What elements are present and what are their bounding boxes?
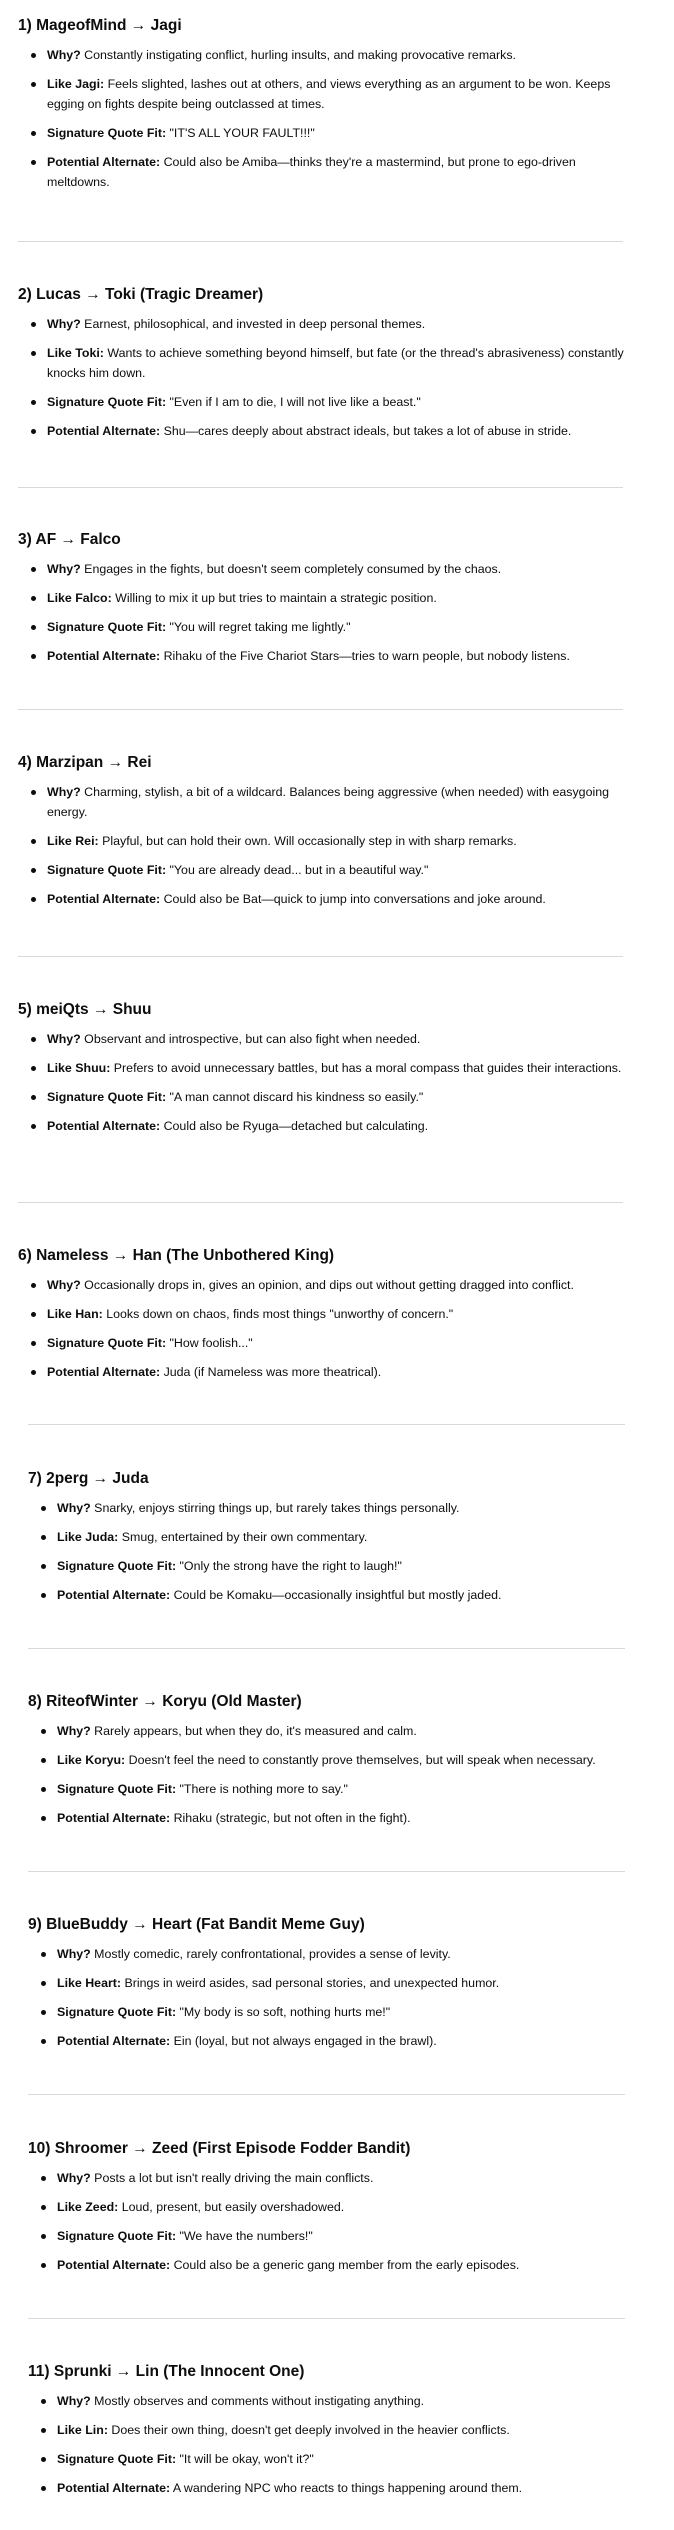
item-label: Potential Alternate: [47, 1119, 161, 1133]
section-divider [18, 709, 623, 710]
item-text: Mostly comedic, rarely confrontational, provides a sense of levity. [90, 1947, 451, 1961]
item-label: Like Lin: [57, 2423, 108, 2437]
bullet-list [18, 782, 628, 909]
item-label: Like Han: [47, 1307, 103, 1321]
item-text: "There is nothing more to say." [176, 1782, 348, 1796]
item-text: Brings in weird asides, sad personal stories, and unexpected humor. [121, 1976, 500, 1990]
item-text: Does their own thing, doesn't get deeply involved in the heavier conflicts. [107, 2423, 510, 2437]
list-item [47, 617, 628, 637]
list-item [47, 343, 628, 383]
item-label: Why? [57, 2394, 91, 2408]
item-text: Could also be a generic gang member from the early episodes. [170, 2258, 520, 2272]
item-text: Charming, stylish, a bit of a wildcard. Balances being aggressive (when needed) with easygoing energy. [47, 785, 610, 819]
item-text: "You will regret taking me lightly." [166, 620, 351, 634]
list-item [47, 559, 628, 579]
section-heading: 5) meiQts → Shuu [18, 1001, 152, 1018]
section-divider [28, 2318, 625, 2319]
list-item [57, 1779, 648, 1799]
bullet-list [28, 1498, 648, 1605]
item-label: Why? [47, 1278, 81, 1292]
section-divider [18, 1202, 623, 1203]
item-text: Constantly instigating conflict, hurling insults, and making provocative remarks. [80, 48, 516, 62]
list-item [47, 1116, 628, 1136]
bullet-list [28, 2391, 648, 2498]
item-text: Could also be Amiba—thinks they're a mastermind, but prone to ego-driven meltdowns. [47, 155, 576, 189]
section-heading: 9) BlueBuddy → Heart (Fat Bandit Meme Guy) [28, 1916, 365, 1933]
section [28, 2362, 648, 2498]
item-text: "Only the strong have the right to laugh!" [176, 1559, 402, 1573]
item-label: Like Koryu: [57, 1753, 126, 1767]
item-label: Why? [47, 1032, 81, 1046]
list-item [57, 1944, 648, 1964]
item-label: Potential Alternate: [47, 892, 161, 906]
list-item [57, 1750, 648, 1770]
item-text: Could also be Ryuga—detached but calculating. [160, 1119, 429, 1133]
section [18, 1000, 628, 1136]
item-label: Signature Quote Fit: [57, 1559, 177, 1573]
list-item [47, 152, 628, 192]
item-label: Potential Alternate: [57, 2258, 171, 2272]
item-text: Observant and introspective, but can also fight when needed. [80, 1032, 421, 1046]
list-item [57, 1498, 648, 1518]
item-label: Why? [57, 1724, 91, 1738]
item-text: Playful, but can hold their own. Will occasionally step in with sharp remarks. [98, 834, 517, 848]
list-item [57, 2420, 648, 2440]
bullet-list [28, 1944, 648, 2051]
item-text: "It will be okay, won't it?" [176, 2452, 314, 2466]
item-label: Why? [47, 317, 81, 331]
item-label: Signature Quote Fit: [47, 620, 167, 634]
item-label: Like Zeed: [57, 2200, 119, 2214]
item-text: Could also be Bat—quick to jump into conversations and joke around. [160, 892, 546, 906]
item-label: Like Juda: [57, 1530, 119, 1544]
list-item [47, 123, 628, 143]
list-item [47, 1333, 628, 1353]
bullet-list [18, 1275, 628, 1382]
list-item [57, 2255, 648, 2275]
list-item [47, 421, 628, 441]
section-heading: 8) RiteofWinter → Koryu (Old Master) [28, 1693, 302, 1710]
list-item [47, 1304, 628, 1324]
list-item [57, 1585, 648, 1605]
section [18, 285, 628, 441]
section-heading: 4) Marzipan → Rei [18, 754, 152, 771]
section-divider [18, 241, 623, 242]
item-text: Engages in the fights, but doesn't seem completely consumed by the chaos. [80, 562, 502, 576]
bullet-list [18, 45, 628, 192]
bullet-list [18, 314, 628, 441]
item-label: Potential Alternate: [57, 1588, 171, 1602]
section-heading: 3) AF → Falco [18, 531, 121, 548]
item-label: Why? [57, 1501, 91, 1515]
section-heading: 10) Shroomer → Zeed (First Episode Fodder Bandit) [28, 2140, 411, 2157]
item-text: Occasionally drops in, gives an opinion, and dips out without getting dragged into conflict. [80, 1278, 574, 1292]
item-label: Like Toki: [47, 346, 104, 360]
item-text: "My body is so soft, nothing hurts me!" [176, 2005, 391, 2019]
section [28, 2139, 648, 2275]
item-label: Like Shuu: [47, 1061, 111, 1075]
item-text: Feels slighted, lashes out at others, and views everything as an argument to be won. Keeps egging on fights despite being outclassed at times. [47, 77, 611, 111]
list-item [57, 2478, 648, 2498]
list-item [47, 45, 628, 65]
bullet-list [18, 1029, 628, 1136]
item-text: "We have the numbers!" [176, 2229, 313, 2243]
list-item [47, 889, 628, 909]
item-label: Why? [47, 562, 81, 576]
list-item [57, 2449, 648, 2469]
list-item [47, 588, 628, 608]
item-label: Signature Quote Fit: [47, 1336, 167, 1350]
item-label: Signature Quote Fit: [57, 2005, 177, 2019]
item-text: "How foolish..." [166, 1336, 253, 1350]
item-text: Juda (if Nameless was more theatrical). [160, 1365, 382, 1379]
section-divider [28, 1871, 625, 1872]
item-text: Doesn't feel the need to constantly prove themselves, but will speak when necessary. [125, 1753, 596, 1767]
item-label: Why? [47, 48, 81, 62]
list-item [47, 1087, 628, 1107]
section-heading: 2) Lucas → Toki (Tragic Dreamer) [18, 286, 264, 303]
section [18, 530, 628, 666]
item-label: Signature Quote Fit: [57, 1782, 177, 1796]
item-label: Potential Alternate: [47, 649, 161, 663]
section [28, 1915, 648, 2051]
section [28, 1692, 648, 1828]
section-heading: 1) MageofMind → Jagi [18, 17, 182, 34]
list-item [47, 860, 628, 880]
section [18, 16, 628, 192]
list-item [47, 392, 628, 412]
section-divider [28, 1424, 625, 1425]
item-label: Signature Quote Fit: [47, 126, 167, 140]
list-item [57, 2168, 648, 2188]
bullet-list [18, 559, 628, 666]
list-item [47, 646, 628, 666]
item-text: Earnest, philosophical, and invested in deep personal themes. [80, 317, 426, 331]
item-label: Potential Alternate: [57, 1811, 171, 1825]
section [18, 1246, 628, 1382]
section [28, 1469, 648, 1605]
item-label: Potential Alternate: [47, 1365, 161, 1379]
list-item [47, 831, 628, 851]
item-label: Why? [47, 785, 81, 799]
list-item [57, 2391, 648, 2411]
list-item [57, 1556, 648, 1576]
list-item [47, 1058, 628, 1078]
item-label: Signature Quote Fit: [47, 863, 167, 877]
item-label: Signature Quote Fit: [57, 2229, 177, 2243]
bullet-list [28, 1721, 648, 1828]
section-divider [28, 2094, 625, 2095]
list-item [57, 2226, 648, 2246]
item-label: Like Rei: [47, 834, 99, 848]
item-text: A wandering NPC who reacts to things happening around them. [170, 2481, 523, 2495]
section-divider [18, 487, 623, 488]
item-text: Loud, present, but easily overshadowed. [118, 2200, 345, 2214]
item-label: Signature Quote Fit: [47, 395, 167, 409]
item-label: Like Falco: [47, 591, 112, 605]
list-item [57, 1527, 648, 1547]
item-label: Potential Alternate: [57, 2034, 171, 2048]
item-text: Shu—cares deeply about abstract ideals, but takes a lot of abuse in stride. [160, 424, 572, 438]
item-label: Signature Quote Fit: [57, 2452, 177, 2466]
item-text: Rarely appears, but when they do, it's measured and calm. [90, 1724, 417, 1738]
item-text: "A man cannot discard his kindness so easily." [166, 1090, 424, 1104]
item-label: Potential Alternate: [47, 424, 161, 438]
item-text: Prefers to avoid unnecessary battles, but has a moral compass that guides their interactions. [110, 1061, 622, 1075]
list-item [57, 2197, 648, 2217]
item-text: Posts a lot but isn't really driving the main conflicts. [90, 2171, 374, 2185]
section-heading: 11) Sprunki → Lin (The Innocent One) [28, 2363, 305, 2380]
item-text: Looks down on chaos, finds most things "unworthy of concern." [102, 1307, 454, 1321]
item-label: Potential Alternate: [47, 155, 161, 169]
bullet-list [28, 2168, 648, 2275]
list-item [57, 1808, 648, 1828]
item-text: Smug, entertained by their own commentary. [118, 1530, 368, 1544]
item-text: Willing to mix it up but tries to maintain a strategic position. [111, 591, 437, 605]
item-text: Rihaku of the Five Chariot Stars—tries to warn people, but nobody listens. [160, 649, 570, 663]
section [18, 753, 628, 909]
item-text: Snarky, enjoys stirring things up, but rarely takes things personally. [90, 1501, 460, 1515]
item-text: "IT'S ALL YOUR FAULT!!!" [166, 126, 315, 140]
item-text: "You are already dead... but in a beautiful way." [166, 863, 429, 877]
section-divider [18, 956, 623, 957]
list-item [47, 74, 628, 114]
item-label: Why? [57, 1947, 91, 1961]
item-label: Like Heart: [57, 1976, 122, 1990]
section-heading: 7) 2perg → Juda [28, 1470, 149, 1487]
list-item [57, 2002, 648, 2022]
list-item [57, 1973, 648, 1993]
list-item [47, 1029, 628, 1049]
item-label: Like Jagi: [47, 77, 105, 91]
item-text: Ein (loyal, but not always engaged in the brawl). [170, 2034, 437, 2048]
list-item [57, 1721, 648, 1741]
item-text: Mostly observes and comments without instigating anything. [90, 2394, 425, 2408]
section-divider [28, 1648, 625, 1649]
list-item [47, 782, 628, 822]
section-heading: 6) Nameless → Han (The Unbothered King) [18, 1247, 335, 1264]
item-label: Signature Quote Fit: [47, 1090, 167, 1104]
item-label: Why? [57, 2171, 91, 2185]
item-text: Could be Komaku—occasionally insightful but mostly jaded. [170, 1588, 502, 1602]
item-label: Potential Alternate: [57, 2481, 171, 2495]
item-text: Rihaku (strategic, but not often in the fight). [170, 1811, 411, 1825]
list-item [47, 314, 628, 334]
list-item [47, 1275, 628, 1295]
item-text: "Even if I am to die, I will not live like a beast." [166, 395, 421, 409]
list-item [57, 2031, 648, 2051]
item-text: Wants to achieve something beyond himself, but fate (or the thread's abrasiveness) constantly knocks him down. [47, 346, 624, 380]
list-item [47, 1362, 628, 1382]
